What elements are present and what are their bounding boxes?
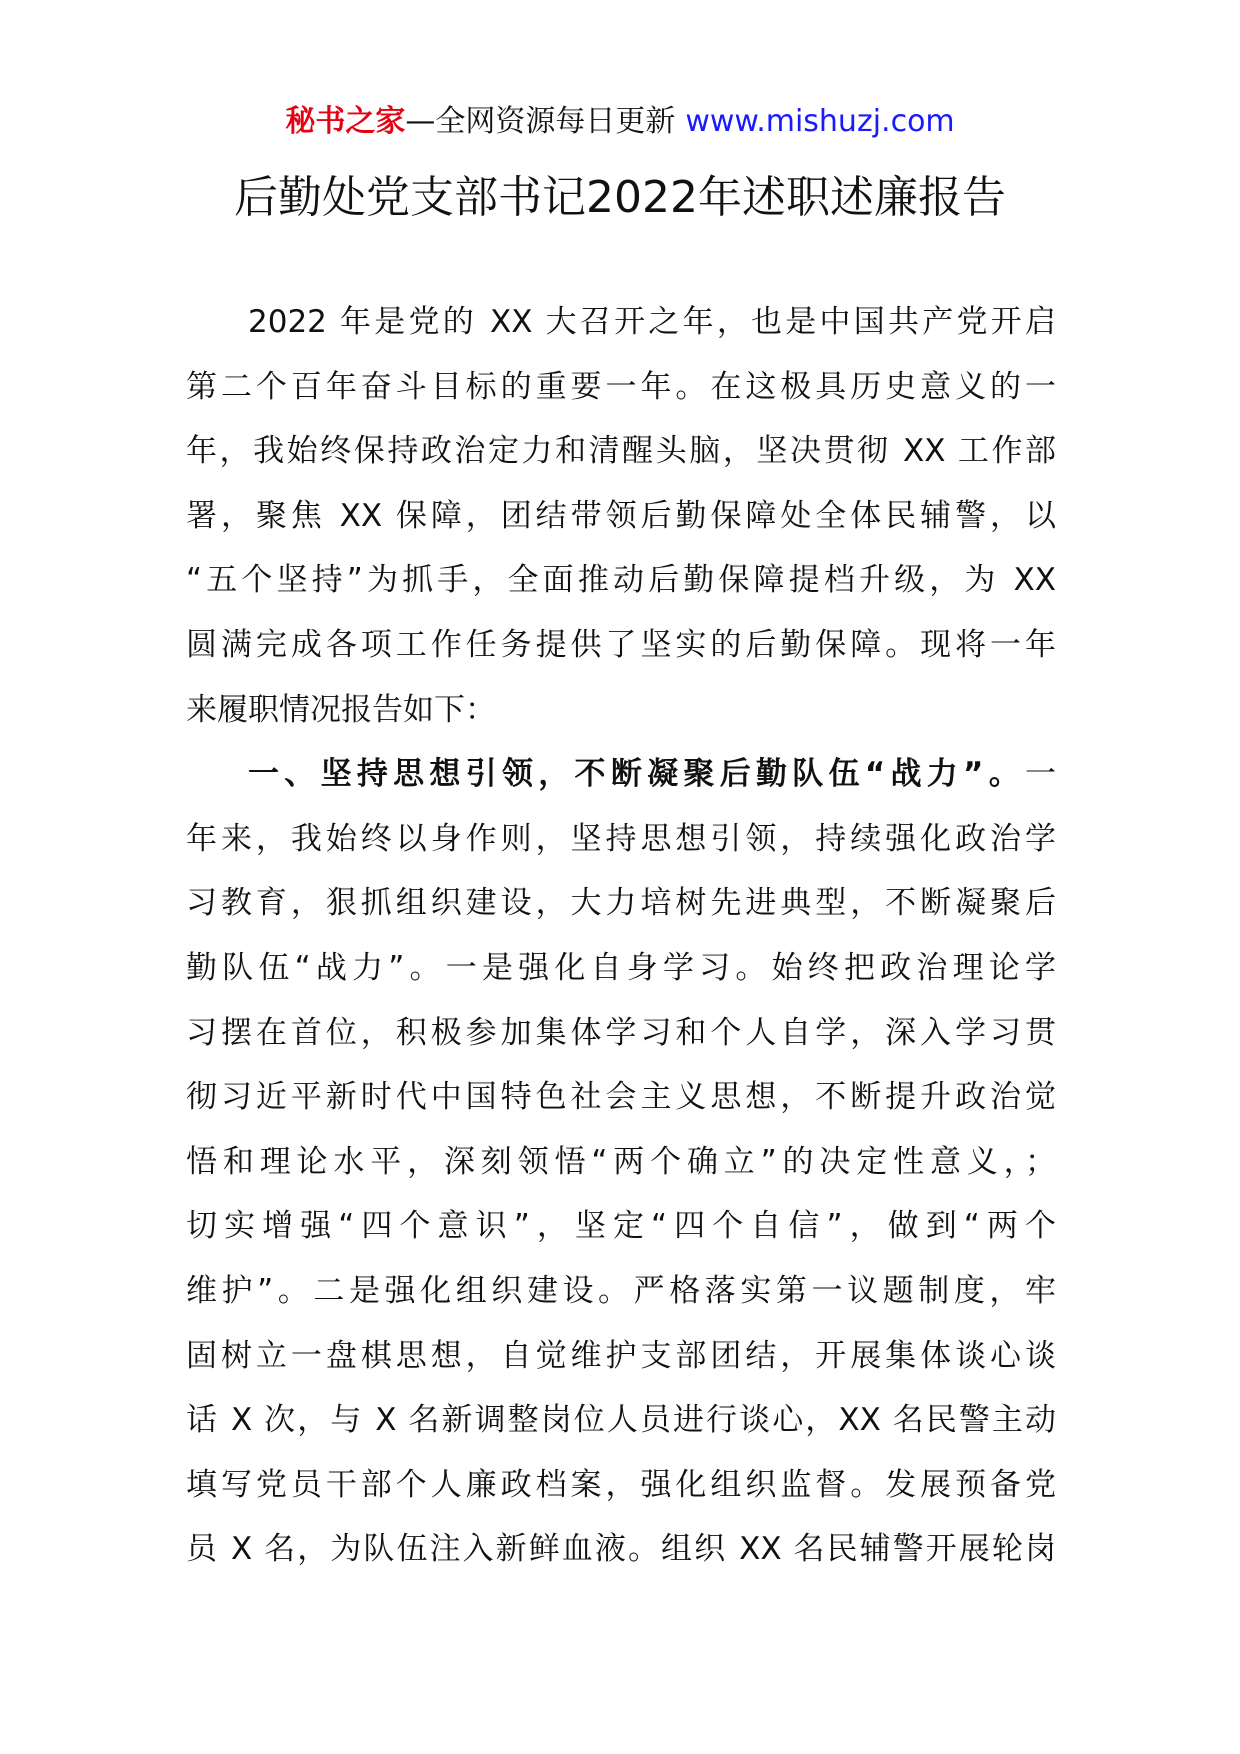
section-heading: 一、坚持思想引领，不断凝聚后勤队伍“战力”。 bbox=[248, 756, 1025, 793]
text-line: 话 X 次，与 X 名新调整岗位人员进行谈心，XX 名民警主动 bbox=[186, 1402, 1056, 1439]
text-line: 彻习近平新时代中国特色社会主义思想，不断提升政治觉 bbox=[186, 1079, 1056, 1116]
text-line: 维护”。二是强化组织建设。严格落实第一议题制度，牢 bbox=[186, 1272, 1056, 1309]
text-line: 员 X 名，为队伍注入新鲜血液。组织 XX 名民辅警开展轮岗 bbox=[186, 1531, 1056, 1568]
text-line: 勤队伍“战力”。一是强化自身学习。始终把政治理论学 bbox=[186, 949, 1056, 986]
text-line: 固树立一盘棋思想，自觉维护支部团结，开展集体谈心谈 bbox=[186, 1337, 1056, 1374]
text-line: 填写党员干部个人廉政档案，强化组织监督。发展预备党 bbox=[186, 1466, 1056, 1503]
text-line: 习教育，狠抓组织建设，大力培树先进典型，不断凝聚后 bbox=[186, 885, 1056, 922]
site-header bbox=[0, 100, 1240, 144]
text-line: 署，聚焦 XX 保障，团结带领后勤保障处全体民辅警，以 bbox=[186, 497, 1056, 534]
text-line: 悟和理论水平，深刻领悟“两个确立”的决定性意义，； bbox=[186, 1143, 1056, 1180]
paragraph-section-1 bbox=[186, 742, 1056, 1582]
section-heading-tail: 一 bbox=[1025, 756, 1056, 793]
text-line: 年，我始终保持政治定力和清醒头脑，坚决贯彻 XX 工作部 bbox=[186, 433, 1056, 470]
text-line: “五个坚持”为抓手，全面推动后勤保障提档升级，为 XX bbox=[186, 562, 1056, 599]
text-line: 第二个百年奋斗目标的重要一年。在这极具历史意义的一 bbox=[186, 368, 1056, 405]
text-line: 习摆在首位，积极参加集体学习和个人自学，深入学习贯 bbox=[186, 1014, 1056, 1051]
text-line: 切实增强“四个意识”，坚定“四个自信”，做到“两个 bbox=[186, 1208, 1056, 1245]
document-body bbox=[186, 290, 1056, 1582]
document-title: 后勤处党支部书记2022年述职述廉报告 bbox=[234, 172, 1006, 223]
section-heading-line bbox=[186, 742, 1056, 807]
text-line: 来履职情况报告如下： bbox=[186, 691, 496, 728]
text-line: 圆满完成各项工作任务提供了坚实的后勤保障。现将一年 bbox=[186, 626, 1056, 663]
paragraph-intro bbox=[186, 290, 1056, 742]
site-brand: 秘书之家 bbox=[285, 104, 406, 139]
text-line: 2022 年是党的 XX 大召开之年，也是中国共产党开启 bbox=[248, 304, 1056, 340]
text-line: 年来，我始终以身作则，坚持思想引领，持续强化政治学 bbox=[186, 820, 1056, 857]
site-url-link[interactable]: www.mishuzj.com bbox=[685, 104, 955, 139]
site-slogan: —全网资源每日更新 bbox=[405, 104, 676, 139]
